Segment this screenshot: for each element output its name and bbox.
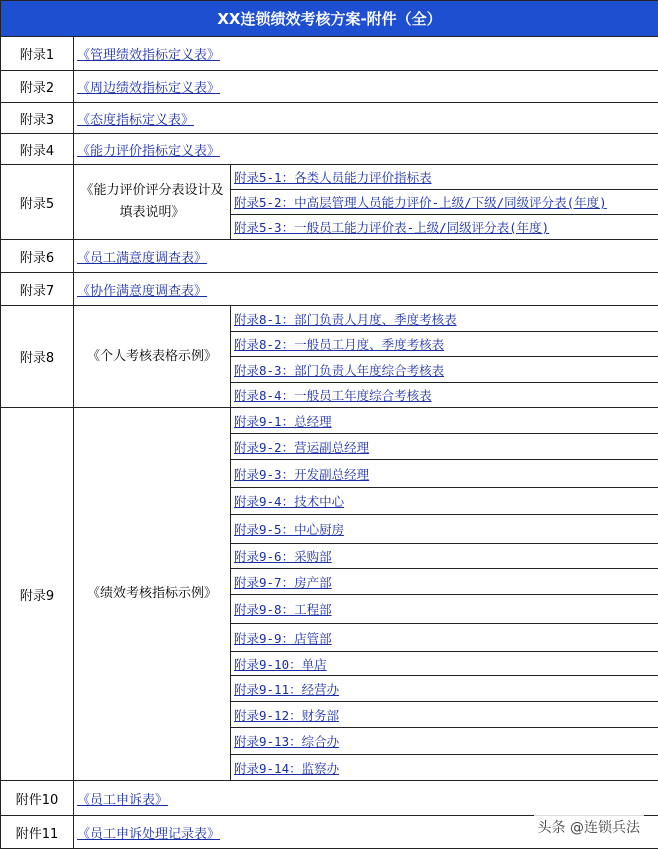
row-label: 附录8: [1, 306, 74, 408]
table-row: [1, 781, 658, 816]
title-row: [1, 1, 658, 37]
sub-appendix-link[interactable]: 附录9-1：总经理: [234, 413, 332, 429]
sub-appendix-link[interactable]: 附录8-4：一般员工年度综合考核表: [234, 388, 432, 403]
appendix-link[interactable]: 《员工满意度调查表》: [77, 250, 208, 266]
table-row: [1, 306, 658, 332]
appendix-link[interactable]: 《员工申诉表》: [77, 792, 169, 808]
appendix-link[interactable]: 《管理绩效指标定义表》: [77, 48, 221, 63]
row-label: 附录3: [1, 103, 74, 134]
sub-appendix-link[interactable]: 附录9-9：店管部: [234, 630, 332, 646]
appendix-link[interactable]: 《协作满意度调查表》: [77, 283, 208, 299]
table-row: [1, 103, 658, 134]
row-label: 附录5: [1, 165, 74, 240]
sub-appendix-link[interactable]: 附录8-3：部门负责人年度综合考核表: [234, 362, 445, 378]
table-row: [1, 134, 658, 165]
table-row: [1, 408, 658, 434]
appendix-link[interactable]: 《员工申诉处理记录表》: [77, 826, 221, 842]
sub-appendix-link[interactable]: 附录9-5：中心厨房: [234, 522, 345, 537]
sub-appendix-link[interactable]: 附录9-2：营运副总经理: [234, 439, 370, 455]
sub-appendix-link[interactable]: 附录9-3：开发副总经理: [234, 466, 370, 482]
row-label: 附件11: [1, 816, 74, 849]
sub-appendix-link[interactable]: 附录9-13：综合办: [234, 734, 340, 749]
group-description: 《个人考核表格示例》: [74, 306, 231, 408]
table-row: [1, 37, 658, 71]
appendix-link[interactable]: 《周边绩效指标定义表》: [77, 81, 221, 96]
group-description: 《绩效考核指标示例》: [74, 408, 231, 781]
sub-appendix-link[interactable]: 附录9-6：采购部: [234, 549, 332, 564]
sub-appendix-link[interactable]: 附录5-3：一般员工能力评价表-上级/同级评分表(年度): [234, 220, 550, 235]
sub-appendix-link[interactable]: 附录9-12：财务部: [234, 707, 340, 723]
row-label: 附件10: [1, 781, 74, 816]
sub-appendix-link[interactable]: 附录5-2：中高层管理人员能力评价-上级/下级/同级评分表(年度): [234, 195, 607, 210]
row-label: 附录6: [1, 240, 74, 273]
sub-appendix-link[interactable]: 附录9-8：工程部: [234, 602, 332, 617]
table-row: [1, 240, 658, 273]
sheet-title: XX连锁绩效考核方案-附件（全）: [1, 1, 658, 37]
table-row: [1, 71, 658, 103]
row-label: 附录2: [1, 71, 74, 103]
sub-appendix-link[interactable]: 附录9-4：技术中心: [234, 494, 345, 509]
table-row: [1, 273, 658, 306]
appendix-link[interactable]: 《能力评价指标定义表》: [77, 143, 221, 159]
sub-appendix-link[interactable]: 附录9-7：房产部: [234, 574, 332, 590]
row-label: 附录4: [1, 134, 74, 165]
group-description: 《能力评价评分表设计及填表说明》: [74, 165, 231, 240]
table-row: [1, 165, 658, 190]
row-label: 附录7: [1, 273, 74, 306]
sub-appendix-link[interactable]: 附录8-1：部门负责人月度、季度考核表: [234, 311, 457, 327]
row-label: 附录1: [1, 37, 74, 71]
sub-appendix-link[interactable]: 附录9-10：单店: [234, 656, 327, 672]
watermark: 头条 @连锁兵法: [534, 815, 644, 839]
sub-appendix-link[interactable]: 附录8-2：一般员工月度、季度考核表: [234, 337, 445, 352]
sub-appendix-link[interactable]: 附录5-1：各类人员能力评价指标表: [234, 170, 432, 185]
appendix-link[interactable]: 《态度指标定义表》: [77, 112, 195, 128]
sub-appendix-link[interactable]: 附录9-11：经营办: [234, 681, 340, 697]
sub-appendix-link[interactable]: 附录9-14：监察办: [234, 760, 340, 776]
row-label: 附录9: [1, 408, 74, 781]
